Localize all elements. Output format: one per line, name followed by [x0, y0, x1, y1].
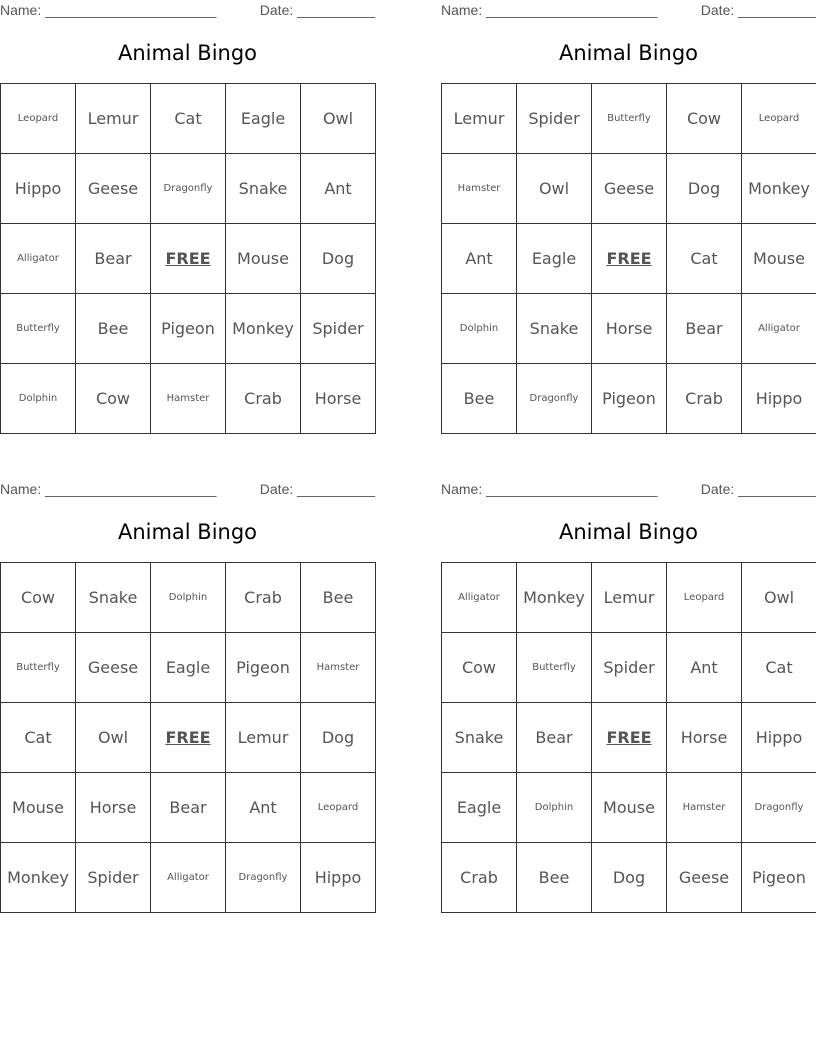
bingo-grid	[441, 83, 816, 434]
bingo-cell: Hippo	[742, 703, 816, 773]
bingo-cell: Dolphin	[151, 563, 226, 633]
bingo-row	[1, 154, 376, 224]
bingo-cell: Cow	[1, 563, 76, 633]
date-field-label: Date: __________	[700, 2, 816, 18]
bingo-cell: Leopard	[742, 84, 816, 154]
bingo-cell: Cat	[151, 84, 226, 154]
bingo-row	[442, 703, 816, 773]
date-field-label: Date: __________	[700, 481, 816, 497]
bingo-cell: Lemur	[442, 84, 517, 154]
bingo-cell: Hamster	[151, 364, 226, 434]
bingo-row	[1, 703, 376, 773]
bingo-cell: Owl	[76, 703, 151, 773]
bingo-row	[442, 224, 816, 294]
bingo-row	[1, 563, 376, 633]
bingo-card	[441, 0, 816, 440]
bingo-row	[1, 773, 376, 843]
name-field-label: Name: ______________________	[0, 481, 217, 497]
bingo-cell: Alligator	[1, 224, 76, 294]
bingo-cell: Pigeon	[151, 294, 226, 364]
bingo-cell: Spider	[301, 294, 376, 364]
bingo-cell: Owl	[301, 84, 376, 154]
bingo-row	[1, 843, 376, 913]
bingo-row	[1, 294, 376, 364]
bingo-cell: Dog	[592, 843, 667, 913]
bingo-cell: Bear	[517, 703, 592, 773]
bingo-cell: Pigeon	[226, 633, 301, 703]
bingo-row	[442, 84, 816, 154]
bingo-cell: Bee	[517, 843, 592, 913]
bingo-cell: Hamster	[667, 773, 742, 843]
bingo-cell: Ant	[667, 633, 742, 703]
bingo-cell: Snake	[76, 563, 151, 633]
bingo-cell: Crab	[226, 563, 301, 633]
bingo-cell: Bear	[151, 773, 226, 843]
bingo-cell: Horse	[667, 703, 742, 773]
bingo-cell: Eagle	[517, 224, 592, 294]
bingo-cell: Snake	[517, 294, 592, 364]
bingo-cell: Hamster	[442, 154, 517, 224]
bingo-cell: Alligator	[442, 563, 517, 633]
bingo-cell: Owl	[517, 154, 592, 224]
bingo-card	[0, 0, 375, 440]
bingo-cell: Dolphin	[1, 364, 76, 434]
free-space: FREE	[151, 703, 226, 773]
bingo-row	[1, 84, 376, 154]
bingo-cell: Horse	[592, 294, 667, 364]
bingo-cell: Bee	[442, 364, 517, 434]
bingo-cell: Dolphin	[442, 294, 517, 364]
bingo-cell: Leopard	[1, 84, 76, 154]
free-space: FREE	[592, 224, 667, 294]
bingo-grid	[441, 562, 816, 913]
name-field-label: Name: ______________________	[441, 2, 658, 18]
bingo-cell: Crab	[667, 364, 742, 434]
date-field-label: Date: __________	[259, 2, 375, 18]
bingo-cell: Crab	[226, 364, 301, 434]
bingo-cell: Butterfly	[592, 84, 667, 154]
bingo-row	[1, 633, 376, 703]
bingo-cell: Cat	[667, 224, 742, 294]
bingo-cell: Mouse	[1, 773, 76, 843]
bingo-card	[441, 479, 816, 919]
bingo-cell: Cow	[76, 364, 151, 434]
bingo-cell: Geese	[76, 633, 151, 703]
bingo-row	[442, 773, 816, 843]
date-field-label: Date: __________	[259, 481, 375, 497]
bingo-row	[1, 364, 376, 434]
bingo-cell: Hippo	[742, 364, 816, 434]
bingo-cell: Mouse	[742, 224, 816, 294]
bingo-grid	[0, 83, 376, 434]
bingo-card	[0, 479, 375, 919]
bingo-row	[442, 843, 816, 913]
bingo-cell: Spider	[517, 84, 592, 154]
bingo-cell: Lemur	[76, 84, 151, 154]
bingo-cell: Hamster	[301, 633, 376, 703]
bingo-row	[442, 294, 816, 364]
bingo-cell: Butterfly	[1, 294, 76, 364]
bingo-row	[442, 633, 816, 703]
free-space: FREE	[592, 703, 667, 773]
bingo-cell: Monkey	[1, 843, 76, 913]
bingo-cell: Alligator	[151, 843, 226, 913]
bingo-cell: Ant	[301, 154, 376, 224]
bingo-cell: Cat	[1, 703, 76, 773]
bingo-cell: Owl	[742, 563, 816, 633]
bingo-cell: Monkey	[517, 563, 592, 633]
bingo-cell: Dog	[301, 703, 376, 773]
bingo-cell: Cow	[667, 84, 742, 154]
bingo-cell: Eagle	[226, 84, 301, 154]
bingo-cell: Hippo	[301, 843, 376, 913]
card-title: Animal Bingo	[558, 520, 699, 544]
bingo-cell: Ant	[226, 773, 301, 843]
bingo-cell: Butterfly	[1, 633, 76, 703]
bingo-cell: Leopard	[667, 563, 742, 633]
bingo-cell: Dog	[667, 154, 742, 224]
bingo-grid	[0, 562, 376, 913]
bingo-cell: Pigeon	[592, 364, 667, 434]
bingo-cell: Horse	[301, 364, 376, 434]
bingo-cell: Geese	[667, 843, 742, 913]
bingo-cell: Crab	[442, 843, 517, 913]
bingo-cell: Monkey	[226, 294, 301, 364]
bingo-cell: Mouse	[592, 773, 667, 843]
bingo-row	[442, 154, 816, 224]
bingo-cell: Eagle	[151, 633, 226, 703]
free-space: FREE	[151, 224, 226, 294]
bingo-cell: Dragonfly	[742, 773, 816, 843]
bingo-cell: Dog	[301, 224, 376, 294]
bingo-cell: Dragonfly	[517, 364, 592, 434]
card-title: Animal Bingo	[558, 41, 699, 65]
bingo-cell: Hippo	[1, 154, 76, 224]
bingo-cell: Bee	[301, 563, 376, 633]
bingo-cell: Bear	[667, 294, 742, 364]
bingo-cell: Leopard	[301, 773, 376, 843]
bingo-cell: Lemur	[592, 563, 667, 633]
bingo-cell: Dragonfly	[151, 154, 226, 224]
bingo-row	[442, 563, 816, 633]
bingo-cell: Mouse	[226, 224, 301, 294]
bingo-cell: Cow	[442, 633, 517, 703]
bingo-cell: Snake	[226, 154, 301, 224]
bingo-cell: Geese	[592, 154, 667, 224]
bingo-cell: Eagle	[442, 773, 517, 843]
bingo-cell: Dolphin	[517, 773, 592, 843]
bingo-row	[442, 364, 816, 434]
card-title: Animal Bingo	[117, 520, 258, 544]
bingo-cell: Alligator	[742, 294, 816, 364]
bingo-cell: Pigeon	[742, 843, 816, 913]
bingo-row	[1, 224, 376, 294]
bingo-cell: Ant	[442, 224, 517, 294]
card-title: Animal Bingo	[117, 41, 258, 65]
bingo-cell: Geese	[76, 154, 151, 224]
name-field-label: Name: ______________________	[0, 2, 217, 18]
bingo-cell: Bear	[76, 224, 151, 294]
name-field-label: Name: ______________________	[441, 481, 658, 497]
bingo-cell: Spider	[76, 843, 151, 913]
bingo-cell: Snake	[442, 703, 517, 773]
bingo-cell: Cat	[742, 633, 816, 703]
bingo-cell: Dragonfly	[226, 843, 301, 913]
bingo-cell: Lemur	[226, 703, 301, 773]
bingo-cell: Bee	[76, 294, 151, 364]
bingo-cell: Spider	[592, 633, 667, 703]
bingo-cell: Horse	[76, 773, 151, 843]
bingo-cell: Butterfly	[517, 633, 592, 703]
bingo-cell: Monkey	[742, 154, 816, 224]
